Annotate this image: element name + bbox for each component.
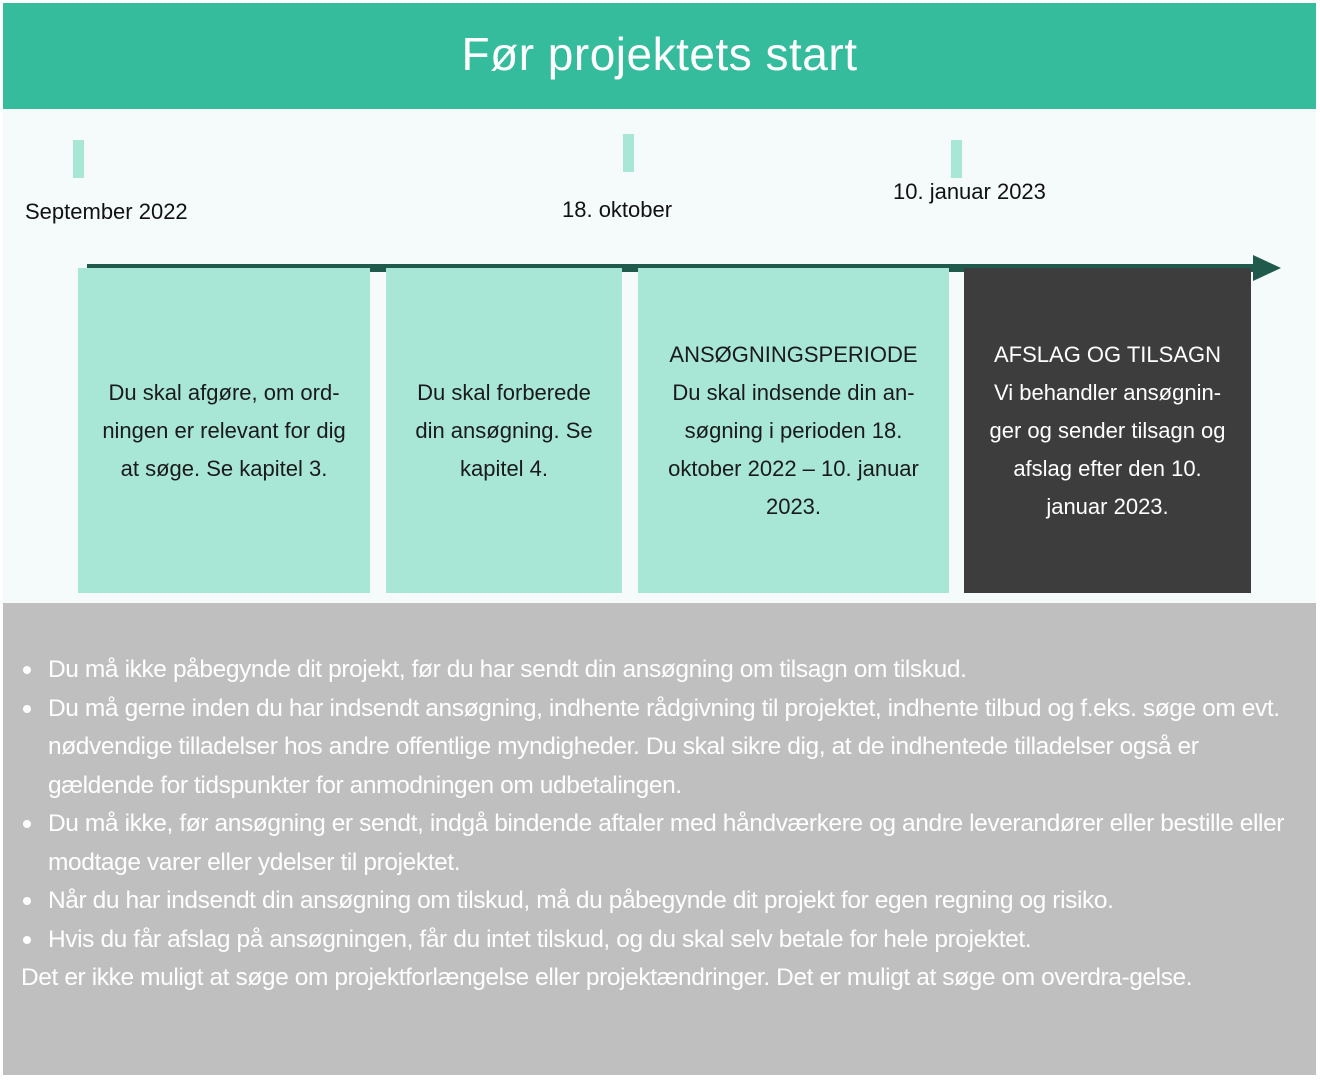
step-box-body: Du skal afgøre, om ord-ningen er relevant for dig at søge. Se kapitel 3. (102, 379, 346, 481)
step-box-heading: AFSLAG OG TILSAGN (994, 341, 1221, 367)
list-item (21, 882, 1302, 921)
step-box-forbered (386, 268, 622, 593)
list-item (21, 690, 1302, 806)
list-item (21, 921, 1302, 960)
step-box-body: Vi behandler ansøgnin-ger og sender tilsagn og afslag efter den 10. januar 2023. (989, 379, 1226, 519)
bullet-icon (23, 666, 31, 674)
bullet-icon (23, 936, 31, 944)
list-item-text: Du må ikke, før ansøgning er sendt, indgå bindende aftaler med håndværkere og andre leverandører eller bestille eller modtage varer eller ydelser til projektet. (48, 810, 1285, 876)
bullet-icon (23, 820, 31, 828)
header-banner (3, 3, 1316, 109)
timeline-tick-oktober (623, 134, 634, 172)
timeline-tick-september (73, 140, 84, 178)
list-item (21, 805, 1302, 882)
date-label-september: September 2022 (25, 199, 188, 224)
step-box-ansoegningsperiode (638, 268, 949, 593)
page-title: Før projektets start (461, 28, 858, 80)
list-item (21, 651, 1302, 690)
list-item-text: Du må gerne inden du har indsendt ansøgning, indhente rådgivning til projektet, indhente tilbud og f.eks. søge om evt. nødvendige tilladelser hos andre offentlige myndigheder. Du skal sikre dig, at de indhentede tilladelser også er gældende for tidspunkter for anmodningen om udbetalingen. (48, 694, 1280, 799)
timeline-arrow-icon (1253, 255, 1281, 281)
bullet-icon (23, 705, 31, 713)
bullet-icon (23, 897, 31, 905)
date-label-januar: 10. januar 2023 (893, 179, 1046, 204)
closing-note: Det er ikke muligt at søge om projektforlængelse eller projektændringer. Det er muligt at søge om overdra-gelse. (21, 964, 1193, 991)
step-box-afslag-tilsagn (964, 268, 1251, 593)
step-box-body: Du skal indsende din an-søgning i perioden 18. oktober 2022 – 10. januar 2023. (668, 379, 919, 519)
date-label-oktober: 18. oktober (562, 197, 673, 222)
step-box-heading: ANSØGNINGSPERIODE (669, 341, 918, 367)
list-item-text: Du må ikke påbegynde dit projekt, før du har sendt din ansøgning om tilsagn om tilskud. (48, 656, 967, 683)
list-item-text: Når du har indsendt din ansøgning om tilskud, må du påbegynde dit projekt for egen regning og risiko. (48, 887, 1114, 914)
list-item-text: Hvis du får afslag på ansøgningen, får du intet tilskud, og du skal selv betale for hele projektet. (48, 925, 1032, 953)
notes-list (21, 651, 1302, 959)
step-box-body: Du skal forberede din ansøgning. Se kapitel 4. (415, 379, 593, 481)
timeline-tick-januar (951, 140, 962, 178)
notes-section (3, 603, 1316, 1075)
step-box-afgoer (78, 268, 370, 593)
